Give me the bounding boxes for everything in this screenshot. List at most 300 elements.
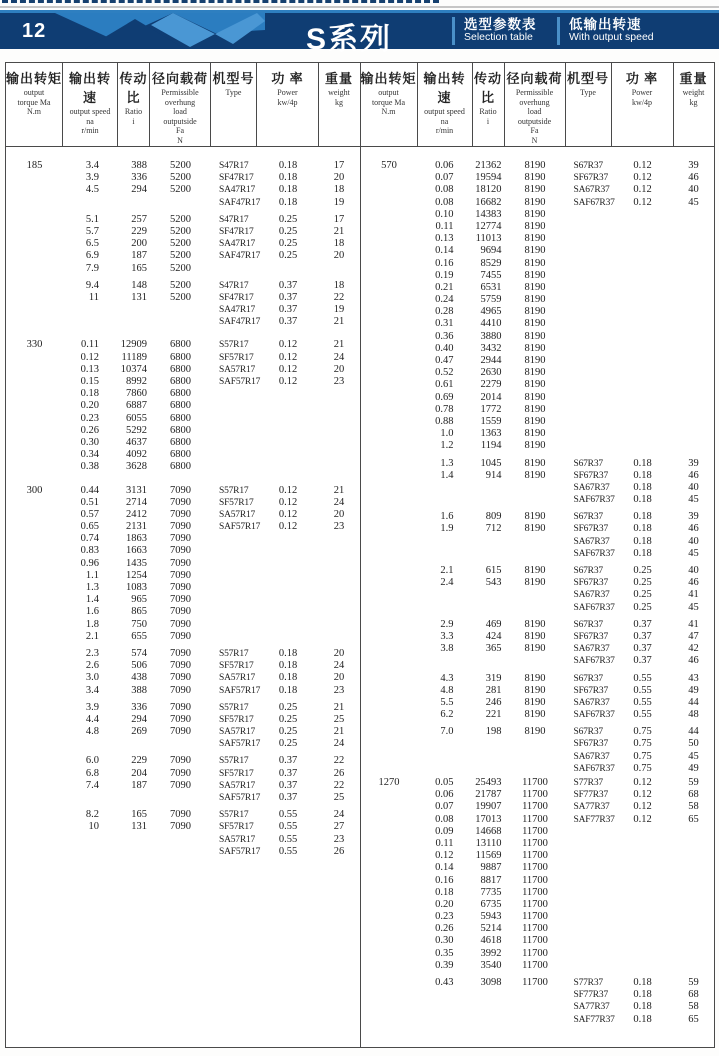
speed-cell xyxy=(63,316,118,328)
load-cell: 6800 xyxy=(170,376,191,387)
torque-cell xyxy=(361,404,418,416)
table-row xyxy=(361,887,715,899)
torque-cell xyxy=(361,548,418,560)
weight-cell: 23 xyxy=(333,833,345,845)
weight-cell: 21 xyxy=(333,701,345,713)
table-row xyxy=(361,343,715,355)
series-title: S系列 xyxy=(306,23,393,56)
row-block xyxy=(6,809,360,858)
torque-cell xyxy=(361,911,418,923)
load-cell: 8190 xyxy=(524,523,546,535)
load-cell: 8190 xyxy=(524,294,546,306)
speed-cell: 3.9 xyxy=(85,172,99,184)
weight-cell xyxy=(674,911,714,923)
column-header-zh: 径向载荷 xyxy=(151,71,208,86)
power-cell xyxy=(612,367,674,379)
type-cell xyxy=(566,245,612,257)
weight-cell: 46 xyxy=(688,523,699,535)
ratio-cell: 6531 xyxy=(480,281,502,293)
speed-cell: 0.96 xyxy=(80,557,99,569)
table-row xyxy=(361,523,715,535)
table-row xyxy=(361,709,715,721)
type-cell xyxy=(566,862,612,874)
ratio-cell xyxy=(473,548,505,560)
torque-cell xyxy=(6,214,63,226)
torque-cell xyxy=(361,899,418,911)
ratio-cell: 1663 xyxy=(126,545,147,557)
speed-cell: 0.38 xyxy=(80,461,99,473)
weight-cell: 45 xyxy=(688,494,699,506)
weight-cell xyxy=(674,826,714,838)
weight-cell: 50 xyxy=(688,738,699,750)
table-row xyxy=(361,631,715,643)
table-row xyxy=(6,388,360,400)
table-row xyxy=(361,221,715,233)
column-header-en: Fa xyxy=(176,126,184,135)
power-cell: 0.25 xyxy=(633,601,652,613)
type-cell xyxy=(566,911,612,923)
type-cell: SF57R17 xyxy=(219,822,254,833)
weight-cell xyxy=(674,923,714,935)
load-cell xyxy=(505,1014,566,1026)
ratio-cell: 809 xyxy=(485,511,502,523)
type-cell: SAF67R37 xyxy=(573,763,615,774)
table-row xyxy=(361,355,715,367)
power-cell xyxy=(257,558,319,570)
speed-cell: 0.44 xyxy=(80,484,99,496)
row-block xyxy=(6,485,360,643)
ratio-cell: 5943 xyxy=(480,911,502,923)
table-row xyxy=(361,470,715,482)
weight-cell: 43 xyxy=(688,672,699,684)
load-cell: 8190 xyxy=(524,440,546,452)
table-row xyxy=(361,233,715,245)
table-row xyxy=(361,923,715,935)
type-cell xyxy=(566,270,612,282)
speed-cell: 2.4 xyxy=(440,577,454,589)
weight-cell: 27 xyxy=(333,821,345,833)
power-cell xyxy=(257,606,319,618)
column-header-en: r/min xyxy=(435,126,454,135)
load-cell: 6800 xyxy=(170,436,191,448)
speed-cell: 0.74 xyxy=(80,533,99,545)
power-cell xyxy=(612,935,674,947)
weight-cell xyxy=(674,379,714,391)
torque-cell xyxy=(6,184,63,196)
column-header-en: output speed xyxy=(424,107,465,116)
type-cell: SAF57R17 xyxy=(219,377,261,387)
ratio-cell xyxy=(118,792,150,804)
power-cell: 0.25 xyxy=(278,738,298,750)
ratio-cell: 11013 xyxy=(475,233,502,245)
column-header-en: weight xyxy=(682,88,705,97)
torque-cell xyxy=(6,702,63,714)
weight-cell xyxy=(319,425,359,437)
load-cell: 5200 xyxy=(170,172,191,184)
speed-cell xyxy=(418,655,473,667)
torque-group xyxy=(6,485,360,858)
type-cell xyxy=(566,355,612,367)
load-cell: 5200 xyxy=(170,291,191,303)
load-cell xyxy=(505,763,566,775)
column-header-1 xyxy=(63,63,118,146)
torque-cell xyxy=(361,379,418,391)
type-cell xyxy=(566,923,612,935)
weight-cell: 23 xyxy=(333,376,345,387)
column-header-zh: 重量 xyxy=(324,71,353,86)
table-row xyxy=(6,755,360,767)
weight-cell xyxy=(674,935,714,947)
type-cell xyxy=(211,533,257,545)
table-row xyxy=(6,263,360,275)
table-row xyxy=(6,792,360,804)
subtitle-output-speed-zh: 低输出转速 xyxy=(569,17,642,32)
load-cell xyxy=(150,197,211,209)
torque-cell xyxy=(361,318,418,330)
type-cell xyxy=(211,400,257,412)
weight-cell: 44 xyxy=(688,696,699,708)
ratio-cell: 3992 xyxy=(480,947,502,959)
table-row xyxy=(361,801,715,813)
table-row xyxy=(361,536,715,548)
ratio-cell: 21362 xyxy=(475,160,502,171)
weight-cell xyxy=(674,270,714,282)
type-cell xyxy=(566,294,612,306)
torque-cell xyxy=(6,400,63,412)
torque-cell xyxy=(361,494,418,506)
weight-cell: 48 xyxy=(688,709,699,721)
torque-cell xyxy=(6,809,63,821)
speed-cell: 11 xyxy=(88,291,99,303)
ratio-cell: 17013 xyxy=(475,813,502,825)
torque-cell: 1270 xyxy=(378,777,400,788)
speed-cell: 0.52 xyxy=(435,367,454,379)
subtitle-output-speed-en: With output speed xyxy=(569,31,654,44)
power-cell: 0.12 xyxy=(633,184,652,196)
divider-bar xyxy=(557,17,560,45)
weight-cell: 18 xyxy=(333,184,345,196)
torque-cell xyxy=(6,714,63,726)
power-cell: 0.25 xyxy=(278,713,298,725)
column-header-en: r/min xyxy=(81,126,99,135)
table-row xyxy=(6,214,360,226)
table-row xyxy=(361,367,715,379)
table-row xyxy=(361,960,715,972)
type-cell xyxy=(566,440,612,452)
table-row xyxy=(361,160,715,172)
column-header-zh: 重量 xyxy=(679,71,708,86)
type-cell: S77R37 xyxy=(573,778,603,788)
load-cell xyxy=(505,536,566,548)
power-cell: 0.37 xyxy=(278,792,298,803)
column-header-en: outputside xyxy=(517,116,552,126)
torque-cell xyxy=(6,449,63,461)
ratio-cell xyxy=(473,751,505,763)
speed-cell: 5.7 xyxy=(85,225,99,237)
ratio-cell: 3131 xyxy=(126,484,147,496)
speed-cell xyxy=(418,602,473,614)
speed-cell: 0.14 xyxy=(435,245,454,257)
ratio-cell: 1045 xyxy=(480,457,502,469)
power-cell xyxy=(612,245,674,257)
table-row xyxy=(361,948,715,960)
speed-cell: 0.09 xyxy=(435,825,454,837)
type-cell xyxy=(211,619,257,631)
power-cell xyxy=(257,400,319,412)
ratio-cell: 246 xyxy=(485,696,502,708)
speed-cell: 0.16 xyxy=(435,874,454,886)
table-row xyxy=(361,826,715,838)
table-row xyxy=(6,497,360,509)
load-cell: 8190 xyxy=(524,281,546,293)
weight-cell xyxy=(319,449,359,461)
type-cell: SA67R37 xyxy=(573,185,610,196)
load-cell: 8190 xyxy=(524,428,546,440)
speed-cell: 0.61 xyxy=(435,379,454,391)
speed-cell: 0.47 xyxy=(435,355,454,366)
ratio-cell: 655 xyxy=(131,630,147,642)
speed-cell: 0.08 xyxy=(435,184,454,196)
table-row xyxy=(6,226,360,238)
load-cell: 11700 xyxy=(522,886,548,898)
type-cell: S47R17 xyxy=(219,161,249,171)
weight-cell: 49 xyxy=(688,762,699,774)
power-cell: 0.37 xyxy=(633,630,652,642)
type-cell xyxy=(211,461,257,473)
weight-cell: 23 xyxy=(333,521,345,533)
weight-cell: 22 xyxy=(333,779,345,791)
speed-cell xyxy=(418,751,473,763)
type-cell xyxy=(566,875,612,887)
table-row xyxy=(6,606,360,618)
type-cell xyxy=(566,343,612,355)
torque-cell xyxy=(361,367,418,379)
power-cell xyxy=(257,533,319,545)
type-cell xyxy=(566,838,612,850)
speed-cell: 0.14 xyxy=(435,862,454,874)
row-block xyxy=(6,214,360,275)
type-cell: SA57R17 xyxy=(219,834,256,845)
torque-cell xyxy=(361,565,418,577)
chevron-decoration-icon xyxy=(55,13,265,49)
load-cell xyxy=(505,602,566,614)
load-cell: 6800 xyxy=(170,388,191,400)
torque-cell xyxy=(6,672,63,684)
row-block xyxy=(361,511,715,560)
ratio-cell: 1194 xyxy=(480,440,502,452)
torque-cell xyxy=(6,685,63,697)
ratio-cell: 3432 xyxy=(480,342,502,354)
row-block xyxy=(361,160,715,453)
type-cell xyxy=(211,413,257,425)
speed-cell: 4.4 xyxy=(85,713,99,725)
ratio-cell: 187 xyxy=(131,779,147,791)
weight-cell: 46 xyxy=(688,577,699,589)
load-cell: 8190 xyxy=(524,565,546,576)
type-cell: S57R17 xyxy=(219,648,249,659)
load-cell: 7090 xyxy=(170,508,191,520)
load-cell: 7090 xyxy=(170,647,191,659)
column-header-en: N.m xyxy=(381,107,396,116)
type-cell: SAF67R37 xyxy=(573,495,615,506)
column-header-en: N xyxy=(177,135,183,145)
load-cell: 11700 xyxy=(522,837,548,849)
table-row xyxy=(6,780,360,792)
load-cell: 8190 xyxy=(524,379,546,391)
torque-cell xyxy=(6,792,63,804)
table-row xyxy=(6,533,360,545)
row-block xyxy=(361,565,715,614)
type-cell xyxy=(211,437,257,449)
type-cell xyxy=(211,425,257,437)
type-cell xyxy=(211,558,257,570)
speed-cell xyxy=(63,834,118,846)
load-cell xyxy=(505,738,566,750)
table-row xyxy=(361,738,715,750)
tables-container xyxy=(5,62,715,1048)
power-cell: 0.18 xyxy=(633,989,652,1001)
load-cell xyxy=(150,834,211,846)
ratio-cell: 14383 xyxy=(475,208,502,220)
torque-cell xyxy=(6,280,63,292)
power-cell xyxy=(612,294,674,306)
torque-cell: 570 xyxy=(381,160,397,171)
weight-cell: 59 xyxy=(688,977,699,988)
weight-cell: 20 xyxy=(333,508,345,520)
torque-cell xyxy=(6,780,63,792)
torque-cell xyxy=(6,570,63,582)
type-cell: SA57R17 xyxy=(219,364,256,375)
ratio-cell xyxy=(118,304,150,316)
speed-cell: 0.18 xyxy=(80,388,99,400)
weight-cell: 58 xyxy=(688,1001,699,1013)
torque-cell xyxy=(6,726,63,738)
type-cell: SF67R37 xyxy=(573,631,609,642)
column-header-en: Power xyxy=(277,88,298,97)
column-header-zh: 输出转矩 xyxy=(360,71,417,86)
table-header-row xyxy=(361,63,715,147)
power-cell xyxy=(612,862,674,874)
ratio-cell: 365 xyxy=(485,643,502,655)
ratio-cell: 19907 xyxy=(475,801,502,813)
torque-cell xyxy=(361,184,418,196)
column-header-zh: 输出转矩 xyxy=(6,71,63,86)
column-header-zh: 输出转速 xyxy=(68,71,111,105)
type-cell: S57R17 xyxy=(219,485,249,496)
table-row xyxy=(6,413,360,425)
load-cell: 11700 xyxy=(522,862,548,874)
type-cell xyxy=(211,594,257,606)
load-cell xyxy=(505,548,566,560)
column-header-zh: 功 率 xyxy=(625,71,659,86)
speed-cell: 0.08 xyxy=(435,196,454,208)
speed-cell: 1.8 xyxy=(85,618,99,630)
table-row xyxy=(6,714,360,726)
power-cell xyxy=(612,887,674,899)
row-block xyxy=(6,755,360,804)
column-header-2 xyxy=(473,63,505,146)
ratio-cell: 2944 xyxy=(480,355,502,366)
column-header-en: weight xyxy=(328,88,350,97)
torque-cell xyxy=(361,697,418,709)
type-cell: SF57R17 xyxy=(219,497,254,508)
table-row xyxy=(6,509,360,521)
power-cell: 0.18 xyxy=(633,457,652,469)
ratio-cell: 2014 xyxy=(480,391,502,403)
speed-cell xyxy=(418,1014,473,1026)
type-cell: S57R17 xyxy=(219,702,249,713)
torque-cell xyxy=(6,364,63,376)
ratio-cell: 294 xyxy=(131,184,147,196)
load-cell: 11700 xyxy=(522,947,548,959)
weight-cell: 39 xyxy=(688,160,699,171)
ratio-cell: 6887 xyxy=(126,400,147,412)
torque-cell xyxy=(361,306,418,318)
torque-cell xyxy=(6,648,63,660)
torque-cell xyxy=(361,801,418,813)
speed-cell: 0.20 xyxy=(80,400,99,412)
ratio-cell: 8817 xyxy=(480,874,502,886)
power-cell: 0.25 xyxy=(278,726,298,738)
weight-cell: 49 xyxy=(688,684,699,696)
ratio-cell: 712 xyxy=(485,523,502,535)
weight-cell: 21 xyxy=(333,316,345,328)
ratio-cell: 750 xyxy=(131,618,147,630)
table-row xyxy=(361,838,715,850)
weight-cell: 39 xyxy=(688,511,699,523)
speed-cell: 1.4 xyxy=(440,469,454,481)
type-cell: S67R37 xyxy=(573,512,603,523)
speed-cell: 1.4 xyxy=(85,594,99,606)
weight-cell: 20 xyxy=(333,672,345,684)
power-cell xyxy=(612,318,674,330)
table-row xyxy=(6,292,360,304)
ratio-cell: 1435 xyxy=(126,557,147,569)
torque-cell xyxy=(361,763,418,775)
power-cell xyxy=(612,948,674,960)
table-row xyxy=(6,631,360,643)
weight-cell xyxy=(319,582,359,594)
speed-cell: 0.36 xyxy=(435,330,454,342)
power-cell xyxy=(612,258,674,270)
speed-cell: 0.24 xyxy=(435,294,454,306)
torque-cell xyxy=(6,606,63,618)
load-cell: 8190 xyxy=(524,630,546,642)
table-row xyxy=(6,582,360,594)
ratio-cell: 294 xyxy=(131,713,147,725)
power-cell xyxy=(257,594,319,606)
table-row xyxy=(6,376,360,388)
power-cell: 0.18 xyxy=(278,684,298,696)
power-cell: 0.75 xyxy=(633,750,652,762)
load-cell: 8190 xyxy=(524,726,546,738)
load-cell: 7090 xyxy=(170,779,191,791)
type-cell xyxy=(566,258,612,270)
table-row xyxy=(6,768,360,780)
load-cell: 8190 xyxy=(524,184,546,196)
load-cell xyxy=(150,846,211,858)
speed-cell: 0.13 xyxy=(80,363,99,375)
power-cell xyxy=(257,263,319,275)
torque-cell xyxy=(361,838,418,850)
torque-cell xyxy=(361,960,418,972)
weight-cell xyxy=(674,416,714,428)
row-block xyxy=(361,673,715,722)
table-row xyxy=(6,184,360,196)
ratio-cell: 6735 xyxy=(480,898,502,910)
torque-cell xyxy=(361,482,418,494)
table-row xyxy=(361,899,715,911)
